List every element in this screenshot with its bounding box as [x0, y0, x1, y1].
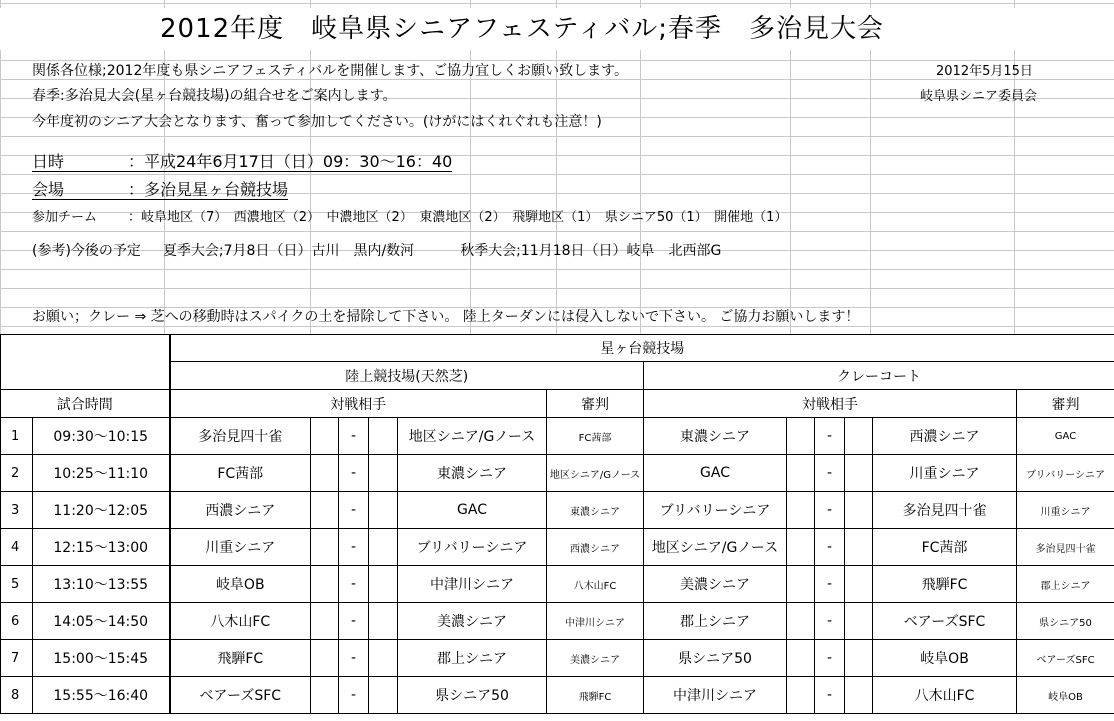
- spacer: [369, 492, 398, 529]
- field-a-referee: 西濃シニア: [547, 529, 644, 566]
- notice-line-1: 関係各位様;2012年度も県シニアフェスティバルを開催します、ご協力宜しくお願い致します。: [32, 63, 629, 79]
- field-a-away-team: ブリバリーシニア: [398, 529, 547, 566]
- field-a-referee: 飛騨FC: [547, 677, 644, 714]
- field-b-vs: -: [815, 566, 845, 603]
- table-row: [1, 529, 1114, 566]
- field-a-referee: 東濃シニア: [547, 492, 644, 529]
- spacer: [787, 529, 815, 566]
- spacer: [369, 677, 398, 714]
- table-row: [1, 603, 1114, 640]
- field-b-referee: ブリバリーシニア: [1017, 455, 1114, 492]
- match-number: 1: [1, 418, 33, 455]
- field-b-away-team: 飛騨FC: [873, 566, 1017, 603]
- datetime-label: 日時: [32, 152, 128, 172]
- future-label: (参考)今後の予定: [32, 243, 141, 259]
- match-number: 3: [1, 492, 33, 529]
- spacer: [845, 492, 873, 529]
- field-b-vs: -: [815, 418, 845, 455]
- field-a-referee: 美濃シニア: [547, 640, 644, 677]
- field-b-vs: -: [815, 677, 845, 714]
- field-a-away-team: 東濃シニア: [398, 455, 547, 492]
- field-b-away-team: ベアーズSFC: [873, 603, 1017, 640]
- table-row: [1, 455, 1114, 492]
- header-blank: [1, 335, 170, 390]
- field-a-home-team: 多治見四十雀: [170, 418, 311, 455]
- spacer: [311, 529, 339, 566]
- spacer: [369, 566, 398, 603]
- venue-label: 会場: [32, 180, 128, 200]
- field-b-home-team: GAC: [644, 455, 787, 492]
- field-b-home-team: 東濃シニア: [644, 418, 787, 455]
- field-a-vs: -: [339, 529, 369, 566]
- spacer: [311, 603, 339, 640]
- spacer: [311, 455, 339, 492]
- spacer: [369, 455, 398, 492]
- venue-header: 星ヶ台競技場: [170, 335, 1114, 362]
- notice-line-3: 今年度初のシニア大会となります、奮って参加してください。(けがにはくれぐれも注意！): [32, 114, 602, 130]
- spacer: [845, 455, 873, 492]
- field-b-vs: -: [815, 455, 845, 492]
- match-time: 10:25～11:10: [33, 455, 170, 492]
- datetime-value: ：平成24年6月17日（日）09：30～16：40: [128, 152, 453, 171]
- field-a-home-team: 飛騨FC: [170, 640, 311, 677]
- field-a-referee: 中津川シニア: [547, 603, 644, 640]
- spacer: [787, 455, 815, 492]
- match-time: 11:20～12:05: [33, 492, 170, 529]
- teams-value: ：岐阜地区（7） 西濃地区（2） 中濃地区（2） 東濃地区（2） 飛騨地区（1） 県シニア50（1） 開催地（1）: [128, 210, 788, 225]
- field-a-away-team: 郡上シニア: [398, 640, 547, 677]
- ref-a-col-header: 審判: [547, 390, 644, 418]
- field-b-vs: -: [815, 492, 845, 529]
- field-a-home-team: 川重シニア: [170, 529, 311, 566]
- header-row-venue: [1, 335, 1114, 362]
- field-a-away-team: GAC: [398, 492, 547, 529]
- spacer: [311, 677, 339, 714]
- field-a-vs: -: [339, 603, 369, 640]
- teams-label: 参加チーム: [32, 210, 98, 225]
- spacer: [787, 677, 815, 714]
- field-a-vs: -: [339, 418, 369, 455]
- venue-value: ：多治見星ヶ台競技場: [128, 180, 289, 199]
- spacer: [787, 492, 815, 529]
- match-time: 12:15～13:00: [33, 529, 170, 566]
- spacer: [845, 677, 873, 714]
- field-b-referee: 岐阜OB: [1017, 677, 1114, 714]
- field-b-home-team: ブリバリーシニア: [644, 492, 787, 529]
- field-a-home-team: 西濃シニア: [170, 492, 311, 529]
- match-number: 5: [1, 566, 33, 603]
- match-b-col-header: 対戦相手: [644, 390, 1017, 418]
- field-b-away-team: 八木山FC: [873, 677, 1017, 714]
- future-autumn: 秋季大会;11月18日（日）岐阜 北西部G: [460, 243, 722, 259]
- table-row: [1, 492, 1114, 529]
- time-col-header: 試合時間: [1, 390, 170, 418]
- field-b-home-team: 美濃シニア: [644, 566, 787, 603]
- field-b-referee: 川重シニア: [1017, 492, 1114, 529]
- field-a-home-team: FC茜部: [170, 455, 311, 492]
- future-schedule: [32, 242, 721, 261]
- spacer: [845, 566, 873, 603]
- field-a-vs: -: [339, 566, 369, 603]
- table-row: [1, 418, 1114, 455]
- future-summer: 夏季大会;7月8日（日）古川 黒内/数河: [162, 243, 415, 259]
- grid-line: [790, 0, 791, 334]
- spacer: [311, 640, 339, 677]
- spacer: [787, 418, 815, 455]
- field-a-referee: 地区シニア/Gノース: [547, 455, 644, 492]
- field-a-vs: -: [339, 677, 369, 714]
- spacer: [845, 418, 873, 455]
- event-venue: [32, 180, 288, 200]
- field-b-home-team: 地区シニア/Gノース: [644, 529, 787, 566]
- field-a-vs: -: [339, 640, 369, 677]
- table-row: [1, 566, 1114, 603]
- spacer: [311, 566, 339, 603]
- request-note: お願い；クレー ⇒ 芝への移動時はスパイクの土を掃除して下さい。 陸上ターダンには侵入しないで下さい。 ご協力お願いします！: [32, 309, 860, 325]
- field-b-referee: ベアーズSFC: [1017, 640, 1114, 677]
- field-b-away-team: 岐阜OB: [873, 640, 1017, 677]
- field-b-referee: 県シニア50: [1017, 603, 1114, 640]
- field-b-referee: 多治見四十雀: [1017, 529, 1114, 566]
- field-b-away-team: 川重シニア: [873, 455, 1017, 492]
- field-a-away-team: 地区シニア/Gノース: [398, 418, 547, 455]
- field-a-referee: FC茜部: [547, 418, 644, 455]
- match-number: 6: [1, 603, 33, 640]
- match-time: 09:30～10:15: [33, 418, 170, 455]
- spacer: [787, 640, 815, 677]
- match-a-col-header: 対戦相手: [170, 390, 547, 418]
- match-number: 4: [1, 529, 33, 566]
- match-number: 8: [1, 677, 33, 714]
- ref-b-col-header: 審判: [1017, 390, 1114, 418]
- field-a-referee: 八木山FC: [547, 566, 644, 603]
- field-a-away-team: 美濃シニア: [398, 603, 547, 640]
- table-row: [1, 640, 1114, 677]
- field-b-away-team: 多治見四十雀: [873, 492, 1017, 529]
- field-b-vs: -: [815, 603, 845, 640]
- grid-line: [1014, 0, 1015, 334]
- field-a-header: 陸上競技場(天然芝): [170, 362, 644, 390]
- spacer: [845, 603, 873, 640]
- grid-line: [870, 0, 871, 334]
- spacer: [369, 640, 398, 677]
- field-b-away-team: 西濃シニア: [873, 418, 1017, 455]
- spacer: [845, 640, 873, 677]
- field-b-home-team: 県シニア50: [644, 640, 787, 677]
- spacer: [311, 492, 339, 529]
- field-a-away-team: 県シニア50: [398, 677, 547, 714]
- field-a-vs: -: [339, 455, 369, 492]
- event-teams: [32, 208, 787, 227]
- field-b-referee: 郡上シニア: [1017, 566, 1114, 603]
- field-b-header: クレーコート: [644, 362, 1114, 390]
- match-time: 15:00～15:45: [33, 640, 170, 677]
- event-datetime: [32, 152, 452, 172]
- field-a-home-team: ベアーズSFC: [170, 677, 311, 714]
- grid-line: [470, 0, 471, 334]
- field-b-home-team: 郡上シニア: [644, 603, 787, 640]
- field-a-vs: -: [339, 492, 369, 529]
- field-b-vs: -: [815, 529, 845, 566]
- match-number: 7: [1, 640, 33, 677]
- field-a-home-team: 八木山FC: [170, 603, 311, 640]
- spacer: [369, 418, 398, 455]
- spacer: [787, 603, 815, 640]
- grid-line: [640, 0, 641, 334]
- field-b-referee: GAC: [1017, 418, 1114, 455]
- field-a-away-team: 中津川シニア: [398, 566, 547, 603]
- field-a-home-team: 岐阜OB: [170, 566, 311, 603]
- spacer: [369, 529, 398, 566]
- match-number: 2: [1, 455, 33, 492]
- spacer: [369, 603, 398, 640]
- match-time: 13:10～13:55: [33, 566, 170, 603]
- field-b-vs: -: [815, 640, 845, 677]
- schedule-table: [0, 334, 1114, 714]
- header-row-columns: [1, 390, 1114, 418]
- match-time: 15:55～16:40: [33, 677, 170, 714]
- spacer: [845, 529, 873, 566]
- table-row: [1, 677, 1114, 714]
- grid-line: [556, 0, 557, 334]
- match-time: 14:05～14:50: [33, 603, 170, 640]
- schedule-table-wrap: [0, 334, 1114, 721]
- field-b-away-team: FC茜部: [873, 529, 1017, 566]
- spacer: [787, 566, 815, 603]
- notice-org: 岐阜県シニア委員会: [920, 89, 1038, 104]
- notice-line-2: 春季:多治見大会(星ヶ台競技場)の組合せをご案内します。: [32, 88, 397, 104]
- spacer: [311, 418, 339, 455]
- field-b-home-team: 中津川シニア: [644, 677, 787, 714]
- page-title: 2012年度 岐阜県シニアフェスティバル;春季 多治見大会: [0, 8, 1114, 50]
- notice-date: 2012年5月15日: [936, 64, 1033, 79]
